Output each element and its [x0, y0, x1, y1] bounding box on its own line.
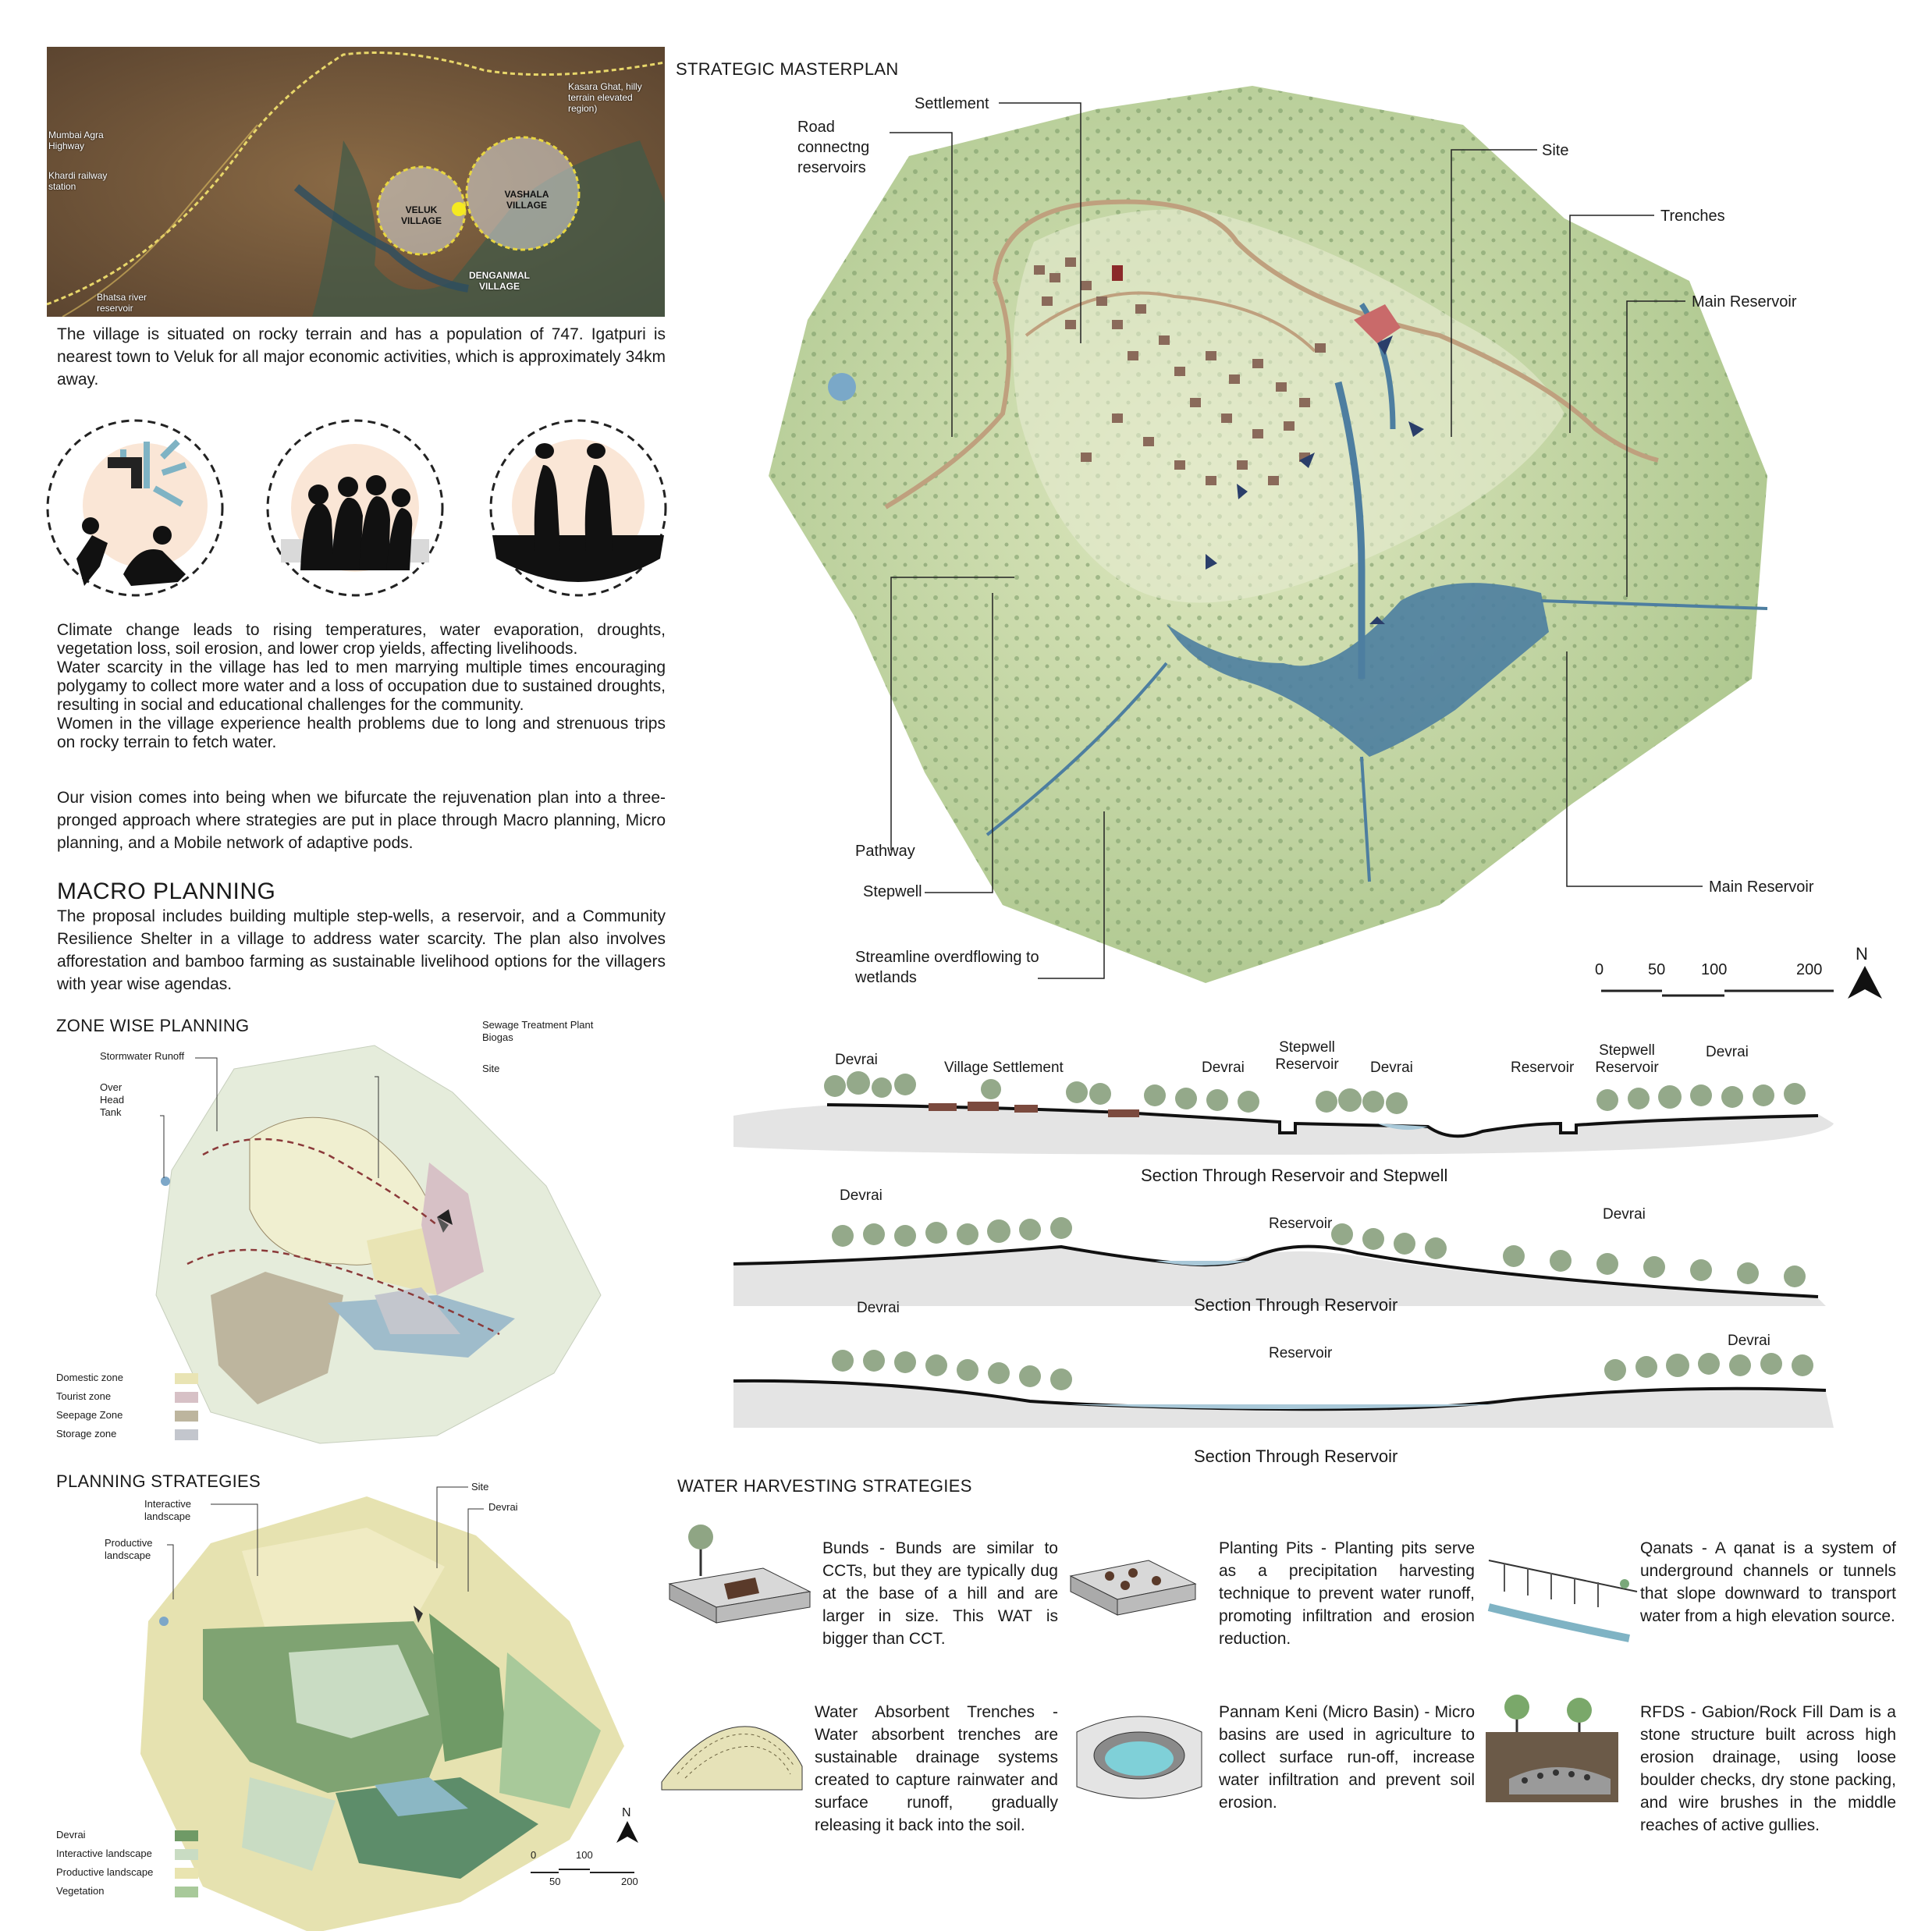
strategy-legend-swatch-interactive: [175, 1849, 198, 1860]
strategy-north-label: N: [622, 1806, 631, 1819]
section-1-label-devrai-1: Devrai: [835, 1052, 878, 1068]
section-1-label-stepwell-2: Stepwell Reservoir: [1595, 1042, 1659, 1076]
zone-legend-swatch-domestic: [175, 1373, 198, 1384]
masterplan-title: STRATEGIC MASTERPLAN: [676, 59, 899, 79]
climate-paragraph-2: Water scarcity in the village has led to men marrying multiple times encouraging polygamy to collect more water and a loss of occupation due to sustained droughts, resulting in social and educational challenges for the community.: [57, 658, 666, 714]
climate-paragraph-1: Climate change leads to rising temperatures, water evaporation, droughts, vegetation loss, soil erosion, and lower crop yields, affecting livelihoods.: [57, 621, 666, 658]
strategy-legend-swatch-devrai: [175, 1830, 198, 1841]
rock-fill-dam-illustration: [1486, 1693, 1618, 1802]
water-harvesting-title: WATER HARVESTING STRATEGIES: [677, 1476, 972, 1496]
section-1-caption: Section Through Reservoir and Stepwell: [1141, 1166, 1448, 1185]
rock-fill-dam-text: RFDS - Gabion/Rock Fill Dam is a stone structure built across high erosion drainage, using loose boulder checks, dry stone packing, and wire brushes in the middle reaches of active gullies.: [1640, 1703, 1896, 1834]
label-streamline: Streamline overdflowing to wetlands: [855, 949, 1039, 986]
section-3-drawing: [733, 1326, 1841, 1436]
zone-legend-swatch-seepage: [175, 1411, 198, 1422]
strategy-scale-100: 100: [576, 1849, 593, 1861]
label-sewage: Sewage Treatment Plant: [482, 1019, 594, 1031]
section-1-label-village: Village Settlement: [944, 1060, 1064, 1076]
zone-planning-title: ZONE WISE PLANNING: [56, 1016, 250, 1035]
climate-paragraph-3: Women in the village experience health problems due to long and strenuous trips on rocky terrain to fetch water.: [57, 715, 666, 751]
strategy-scale-50: 50: [549, 1876, 561, 1887]
label-main-reservoir-2: Main Reservoir: [1709, 879, 1814, 896]
section-1-label-stepwell-1: Stepwell Reservoir: [1275, 1039, 1339, 1073]
label-strategy-site: Site: [471, 1481, 489, 1493]
section-2-label-reservoir: Reservoir: [1269, 1216, 1333, 1232]
strategy-legend-swatch-vegetation: [175, 1887, 198, 1897]
masterplan-north-arrow-icon: [1848, 966, 1882, 1000]
label-denganmal: DENGANMAL VILLAGE: [469, 270, 530, 292]
strategy-scale-0: 0: [531, 1849, 537, 1861]
trenches-illustration: [662, 1704, 802, 1790]
label-veluk: VELUK VILLAGE: [400, 204, 442, 226]
section-1-label-devrai-4: Devrai: [1706, 1044, 1749, 1060]
label-interactive: Interactive landscape: [144, 1498, 191, 1522]
strategy-scale-200: 200: [621, 1876, 638, 1887]
zone-legend-swatch-tourist: [175, 1392, 198, 1403]
zone-legend-swatch-storage: [175, 1429, 198, 1440]
micro-basin-text: Pannam Keni (Micro Basin) - Micro basins are used in agriculture to collect surface run-off, increase water infiltration and prevent soil erosion.: [1219, 1703, 1475, 1812]
label-strategy-devrai: Devrai: [488, 1501, 518, 1513]
label-stepwell: Stepwell: [863, 883, 922, 900]
strategy-north-arrow-icon: [616, 1821, 640, 1844]
masterplan-scale-bar: [1600, 983, 1841, 999]
planting-pits-illustration: [1071, 1545, 1195, 1638]
strategy-scale-bar: [529, 1862, 638, 1877]
label-zone-site: Site: [482, 1063, 500, 1074]
zone-legend-storage: Storage zone: [56, 1428, 117, 1439]
strategy-legend-interactive: Interactive landscape: [56, 1848, 152, 1859]
macro-planning-title: MACRO PLANNING: [57, 879, 276, 904]
masterplan-scale-200: 200: [1796, 961, 1823, 978]
qanats-text: Qanats - A qanat is a system of underground channels or tunnels that slope downward to transport water from a high elevation source.: [1640, 1539, 1896, 1625]
section-2-label-devrai-1: Devrai: [840, 1187, 883, 1204]
drought-illustration: [45, 418, 225, 598]
label-pathway: Pathway: [855, 843, 915, 860]
strategy-legend-devrai: Devrai: [56, 1829, 86, 1840]
strategy-legend-vegetation: Vegetation: [56, 1885, 105, 1897]
strategy-leader-lines: [101, 1482, 601, 1576]
strategy-legend-swatch-productive: [175, 1868, 198, 1879]
label-biogas: Biogas: [482, 1031, 513, 1043]
label-bhatsa: Bhatsa river reservoir: [97, 292, 147, 314]
section-1-label-devrai-3: Devrai: [1370, 1060, 1413, 1076]
section-1-label-devrai-2: Devrai: [1202, 1060, 1245, 1076]
trenches-text: Water Absorbent Trenches - Water absorbent trenches are sustainable drainage systems created to capture rainwater and surface runoff, gradually releasing it back into the soil.: [815, 1703, 1058, 1834]
label-site: Site: [1542, 142, 1569, 159]
section-2-drawing: [733, 1189, 1826, 1306]
masterplan-leader-lines: [780, 78, 1810, 999]
location-map: [47, 47, 665, 317]
section-1-label-reservoir: Reservoir: [1511, 1060, 1575, 1076]
zone-leader-lines: [101, 1030, 570, 1123]
micro-basin-illustration: [1077, 1701, 1209, 1802]
women-water-illustration: [488, 418, 668, 598]
section-3-label-devrai-2: Devrai: [1728, 1333, 1770, 1349]
bunds-illustration: [669, 1521, 810, 1631]
section-3-label-reservoir: Reservoir: [1269, 1345, 1333, 1361]
label-mumbai-agra: Mumbai Agra Highway: [48, 130, 104, 151]
label-road: Road connectng reservoirs: [797, 119, 870, 176]
planting-pits-text: Planting Pits - Planting pits serve as a precipitation harvesting technique to prevent water runoff, promoting infiltration and erosion reduction.: [1219, 1539, 1475, 1648]
macro-planning-text: The proposal includes building multiple step-wells, a reservoir, and a Community Resilience Shelter in a village to address water scarcity. The plan also involves afforestation and bamboo farming as sustainable livelihood options for the villagers with year wise agendas.: [57, 907, 666, 993]
qanats-illustration: [1489, 1545, 1637, 1646]
label-overhead-tank: Over Head Tank: [100, 1081, 125, 1118]
planning-strategies-title: PLANNING STRATEGIES: [56, 1471, 261, 1491]
label-khardi: Khardi railway station: [48, 170, 108, 192]
label-trenches: Trenches: [1660, 208, 1725, 225]
section-3-label-devrai-1: Devrai: [857, 1300, 900, 1316]
masterplan-scale-50: 50: [1648, 961, 1666, 978]
label-settlement: Settlement: [915, 95, 989, 112]
label-productive: Productive landscape: [105, 1537, 153, 1561]
zone-legend-domestic: Domestic zone: [56, 1372, 123, 1383]
strategy-legend-productive: Productive landscape: [56, 1866, 154, 1878]
label-main-reservoir-1: Main Reservoir: [1692, 293, 1797, 311]
masterplan-north-label: N: [1856, 944, 1868, 964]
community-illustration: [265, 418, 445, 598]
zone-legend-tourist: Tourist zone: [56, 1390, 112, 1402]
section-3-caption: Section Through Reservoir: [1194, 1446, 1398, 1466]
bunds-text: Bunds - Bunds are similar to CCTs, but they are typically dug at the base of a hill and are larger in size. This WAT is bigger than CCT.: [822, 1539, 1058, 1648]
intro-text: The village is situated on rocky terrain and has a population of 747. Igatpuri is nearest town to Veluk for all major economic activities, which is approximately 34km away.: [57, 325, 666, 389]
label-stormwater: Stormwater Runoff: [100, 1050, 185, 1062]
label-vashala: VASHALA VILLAGE: [504, 189, 549, 211]
label-kasara: Kasara Ghat, hilly terrain elevated region): [568, 81, 642, 114]
masterplan-scale-0: 0: [1595, 961, 1604, 978]
vision-text: Our vision comes into being when we bifurcate the rejuvenation plan into a three-pronged approach where strategies are put in place through Macro planning, Micro planning, and a Mobile network of adaptive pods.: [57, 789, 666, 852]
zone-legend-seepage: Seepage Zone: [56, 1409, 123, 1421]
section-2-caption: Section Through Reservoir: [1194, 1295, 1398, 1315]
masterplan-scale-100: 100: [1701, 961, 1728, 978]
section-2-label-devrai-2: Devrai: [1603, 1206, 1646, 1223]
climate-text-block: [57, 621, 666, 752]
